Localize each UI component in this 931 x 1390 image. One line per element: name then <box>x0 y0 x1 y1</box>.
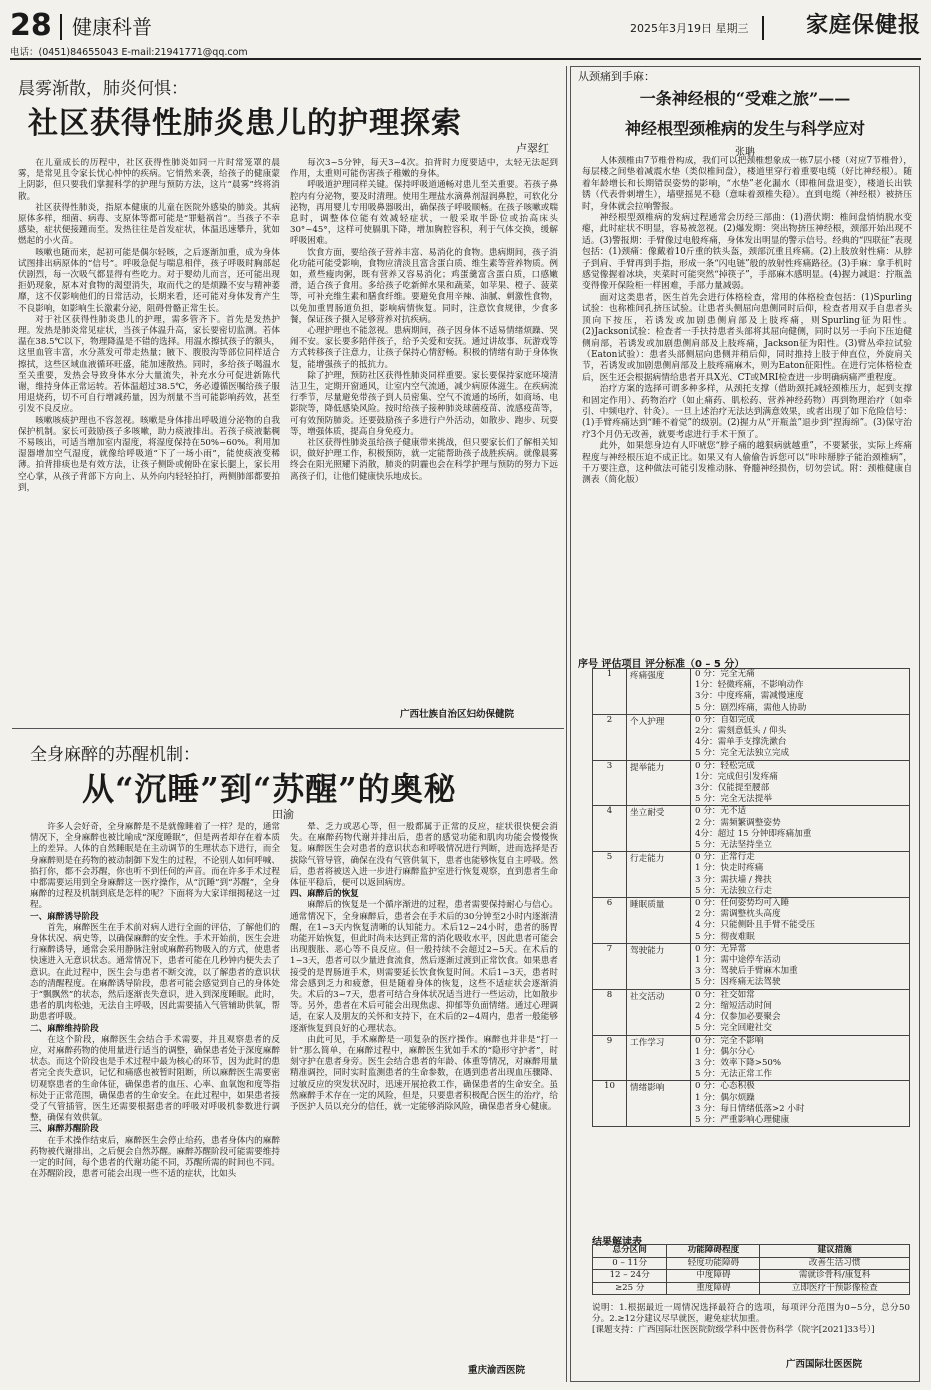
article1-kicker: 晨雾渐散，肺炎何惧： <box>18 79 188 99</box>
scale-level: 0 分：正常行走 <box>695 852 755 863</box>
paragraph: 咳嗽也随而来，起初可能是偶尔轻咳，之后逐渐加重，成为身体试图排出病原体的“信号”。呼吸急促与喘息相伴，孩子呼吸时胸部起伏剧烈，每一次吸气都显得有些吃力。对于婴幼儿而言，还可能出现拒奶现象，原本对食物的渴望消失，取而代之的是烦躁不安与精神萎靡，这不仅影响他们的日常活动，长期来看，还可能对身体发育产生不良影响，如影响生长激素分泌，阻碍骨骼正常生长。 <box>18 247 280 314</box>
scale-item-name: 社交活动 <box>627 989 691 1035</box>
scale-row <box>593 806 910 852</box>
scale-item-levels <box>691 852 910 898</box>
scale-item-name: 个人护理 <box>627 714 691 760</box>
paragraph: 除了护理，预防社区获得性肺炎同样重要。家长要保持家庭环境清洁卫生，定期开窗通风，让室内空气流通，减少病原体滋生。在疾病流行季节，尽量避免带孩子到人员密集、空气不流通的场所，如商场、电影院等，降低感染风险。按时给孩子接种肺炎球菌疫苗、流感疫苗等，可有效预防肺炎。还要鼓励孩子多进行户外活动，如散步、跑步、玩耍等，增强体质，提高自身免疫力。 <box>290 370 558 437</box>
scale-item-levels <box>691 943 910 989</box>
results-row <box>593 1270 910 1283</box>
paragraph: 此外，如果您身边有人吓唬您“脖子痛的越狠病就越重”，不要紧张，实际上疼痛程度与神经根压迫不成正比。如果又有人偷偷告诉您可以“咔咔掰脖子能治颈椎病”，千万要注意，这种做法可能引发椎动脉、脊髓神经损伤，切勿尝试。附：颈椎健康自测表（简化版） <box>582 441 912 486</box>
results-cell: 中度障碍 <box>667 1270 760 1283</box>
scale-item-name: 驾驶能力 <box>627 943 691 989</box>
paragraph: 对于社区获得性肺炎患儿的护理，需多管齐下。首先是发热护理。发热是肺炎常见症状，当孩子体温升高，家长要密切监测。若体温在38.5℃以下，物理降温是不错的选择。用温水擦拭孩子的额头，这里血管丰富，水分蒸发可带走热量；腋下、腹股沟等部位同样适合擦拭，这些区域血液循环旺盛，能加速散热。同时，多给孩子喝温水至关重要，发热会导致身体水分大量流失，补充水分可促进新陈代谢，维持身体正常运转。若体温超过38.5℃，务必遵循医嘱给孩子服用退烧药，切不可自行增减药量，因为剂量不当可能影响药效，甚至引发不良反应。 <box>18 314 280 415</box>
article3-kicker: 从颈痛到手麻： <box>578 70 655 83</box>
scale-level: 5 分：完全回避社交 <box>695 1023 772 1034</box>
results-cell: 重度障碍 <box>667 1282 760 1295</box>
article1-author: 卢翠红 <box>516 142 549 155</box>
results-header-cell: 功能障碍程度 <box>667 1245 760 1258</box>
scale-item-number: 8 <box>593 989 627 1035</box>
scale-table-header: 序号 评估项目 评分标准（0 – 5 分） <box>578 659 745 670</box>
section-heading: 一、麻醉诱导阶段 <box>30 911 99 922</box>
article2-kicker: 全身麻醉的苏醒机制： <box>30 745 200 765</box>
article2-column-1 <box>30 822 280 1388</box>
paragraph: 社区获得性肺炎，指原本健康的儿童在医院外感染的肺炎。其病原体多样，细菌、病毒、支原体等都可能是“罪魁祸首”。当孩子不幸感染，症状便接踵而至。发热往往是首发症状，体温迅速攀升，犹如燃起的小火苗。 <box>18 202 280 247</box>
scale-level: 2 分：需调整枕头高度 <box>695 909 781 920</box>
scale-level: 5 分：无法正常工作 <box>695 1069 772 1080</box>
scale-level: 0 分：任何姿势均可入睡 <box>695 898 790 909</box>
section-heading: 三、麻醉苏醒阶段 <box>30 1124 99 1135</box>
scale-level: 0 分：社交如常 <box>695 989 755 1000</box>
scale-level: 5 分：无法坚持坐立 <box>695 840 772 851</box>
paragraph: 在手术操作结束后，麻醉医生会停止给药，患者身体内的麻醉药物被代谢排出，之后便会自然苏醒。麻醉苏醒阶段可能需要维持一定的时间，每个患者的代谢功能不同，苏醒所需的时间也不同。在苏醒阶段，患者可能会出现一些不适的症状，比如头 <box>30 1135 280 1180</box>
results-cell: 改善生活习惯 <box>760 1257 910 1270</box>
results-row <box>593 1257 910 1270</box>
paragraph: 由此可见，手术麻醉是一项复杂的医疗操作。麻醉也并非是“打一针”那么简单，在麻醉过程中，麻醉医生犹如手术的“隐形守护者”，时刻守护在患者身旁。医生会结合患者的年龄、体重等情况，对麻醉用量精准调控，同时实时监测患者的生命参数，在遇到患者出现血压骤降、过敏反应的突发状况时，迅速开展抢救工作，确保患者的生命安全。虽然麻醉手术存在一定的风险，但是，只要患者积极配合医生的治疗，给予医护人员以充分的信任，就一定能够消除风险，确保患者身心健康。 <box>290 1034 558 1113</box>
scale-level: 0 分：无异常 <box>695 943 747 954</box>
scale-level: 5 分：因疼痛无法驾驶 <box>695 977 781 988</box>
vertical-divider <box>566 66 567 1382</box>
scale-item-name: 坐立耐受 <box>627 806 691 852</box>
scale-level: 3分：仅能提至腰部 <box>695 783 770 794</box>
scale-level: 3 分：效率下降>50% <box>695 1057 782 1068</box>
article1-organization: 广西壮族自治区妇幼保健院 <box>400 709 515 720</box>
scale-item-number: 5 <box>593 852 627 898</box>
neck-self-test-table <box>592 668 910 1127</box>
results-cell: 12 – 24分 <box>593 1270 667 1283</box>
section-name: 健康科普 <box>72 15 152 39</box>
scale-level: 2 分：缩短活动时间 <box>695 1000 772 1011</box>
article2-author: 田渝 <box>272 808 294 821</box>
scale-level: 4 分：只能侧卧且手臂不能受压 <box>695 920 815 931</box>
article3-title-line1: 一条神经根的“受难之旅”—— <box>639 89 851 108</box>
note-text: 说明：1.根据最近一周情况选择最符合的选项，每项评分范围为0~5分，总分50分。2.≥12分建议尽早就医，避免症状加重。 <box>592 1303 910 1325</box>
scale-item-levels <box>691 760 910 806</box>
scale-item-number: 2 <box>593 714 627 760</box>
scale-level: 1分：轻微疼痛，不影响动作 <box>695 680 804 691</box>
article2-title: 从“沉睡”到“苏醒”的奥秘 <box>82 770 457 808</box>
paragraph: 在儿童成长的历程中，社区获得性肺炎如同一片时常笼罩的晨雾，是常见且令家长忧心忡忡的疾病。它悄然来袭，给孩子的健康蒙上阴影，但只要我们掌握科学的护理与预防方法，这片“晨雾”终将消散。 <box>18 158 280 202</box>
scale-level: 1 分：需中途停车活动 <box>695 955 781 966</box>
article1-column-2 <box>290 158 558 682</box>
scale-level: 4分：超过 15 分钟即疼痛加重 <box>695 828 812 839</box>
scale-item-name: 行走能力 <box>627 852 691 898</box>
scale-level: 1 分：偶尔烦躁 <box>695 1092 755 1103</box>
paragraph: 饮食方面，要给孩子营养丰富、易消化的食物。患病期间，孩子消化功能可能受影响，食物应清淡且富含蛋白质、维生素等营养物质。例如，煮些瘦肉粥，既有营养又容易消化；鸡蛋羹富含蛋白质，口感嫩滑，适合孩子食用。多给孩子吃新鲜水果和蔬菜，如苹果、橙子、菠菜等，可补充维生素和膳食纤维。要避免食用辛辣、油腻、刺激性食物，以免加重胃肠道负担，影响病情恢复。同时，注意饮食规律，少食多餐，保证孩子摄入足够营养对抗疾病。 <box>290 247 558 325</box>
results-cell: 0 – 11分 <box>593 1257 667 1270</box>
scale-item-name: 提举能力 <box>627 760 691 806</box>
paragraph: 麻醉后的恢复是一个循序渐进的过程，患者需要保持耐心与信心。通常情况下，全身麻醉后，患者会在手术后的30分钟至2小时内逐渐清醒，在1~3天内恢复清晰的认知能力。术后12~24小时，患者的肠胃功能开始恢复，但此时尚未达到正常的消化吸收水平，因此患者可能会出现腹胀、恶心等不良反应。但一般持续不会超过2~5天。在术后的1~3天，患者可以少量进食流食，然后逐渐过渡到正常饮食。如果患者接受的是胃肠道手术，则需要延长饮食恢复时间。术后1~3天，患者时常会感到乏力和疲惫，但是随着身体的恢复，这些不适症状会逐渐消失。术后的3~7天，患者可结合身体状况适当进行一些运动，比如散步等。另外，患者在术后可能会出现焦虑、抑郁等负面情绪。通过心理调适，在家人及朋友的关怀和支持下，在术后的2~4周内，患者一般能够逐渐恢复到良好的心理状态。 <box>290 900 558 1034</box>
results-header-cell: 总分区间 <box>593 1245 667 1258</box>
scale-item-name: 疼痛强度 <box>627 669 691 715</box>
scale-row <box>593 669 910 715</box>
scale-item-levels <box>691 714 910 760</box>
scale-level: 0 分：完全无痛 <box>695 669 755 679</box>
paragraph: 治疗方案的选择可谓多种多样，从颈托支撑（借助颈托减轻颈椎压力，起到支撑和固定作用）、药物治疗（如止痛药、肌松药、营养神经药物）再到物理治疗（如牵引、中频电疗、针灸）。一旦上述治疗无法达到满意效果，或者出现了如下危险信号：(1)手臂疼痛达到“睡不着觉”的级别。(2)握力从“开瓶盖”退步到“捏海绵”。(3)保守治疗3个月仍无改善，就要考虑进行手术干预了。 <box>582 384 912 440</box>
scale-row <box>593 989 910 1035</box>
scale-item-name: 工作学习 <box>627 1035 691 1081</box>
scale-level: 1 分：偶尔分心 <box>695 1046 755 1057</box>
horizontal-divider <box>12 728 564 729</box>
scale-level: 3分：中度疼痛，需减慢速度 <box>695 691 804 702</box>
paragraph: 咳嗽咳痰护理也不容忽视。咳嗽是身体排出呼吸道分泌物的自我保护机制。家长可鼓励孩子多咳嗽，助力痰液排出。若孩子痰液黏稠不易咳出，可适当增加室内湿度，将湿度保持在50%~60%。利用加湿器增加空气湿度，就像给呼吸道“下了一场小雨”，能使痰液变稀薄。拍背排痰也是有效方法，让孩子侧卧或俯卧在家长腿上，家长用空心掌，从孩子背部下方向上、从外向内轻轻拍打，两侧肺部都要拍到， <box>18 415 280 493</box>
scale-item-levels <box>691 669 910 715</box>
section-heading: 二、麻醉维持阶段 <box>30 1023 99 1034</box>
scale-level: 2分：需刻意低头 / 仰头 <box>695 726 787 737</box>
results-cell: ≥25 分 <box>593 1282 667 1295</box>
scale-level: 0 分：心态积极 <box>695 1081 755 1092</box>
results-table-title: 结果解读表 <box>592 1237 642 1248</box>
scale-level: 5 分：严重影响心理健康 <box>695 1114 790 1125</box>
article3-title-line2: 神经根型颈椎病的发生与科学应对 <box>624 119 865 138</box>
paragraph: 晕、乏力或恶心等，但一般都属于正常的反应，症状很快便会消失。在麻醉药物代谢并排出后，患者的感觉功能和肌肉功能会慢慢恢复。麻醉医生会对患者的意识状态和呼吸情况进行判断，进而选择是否拔除气管导管，确保在没有气管供氧下，患者也能够恢复自主呼吸。然后，患者将被送入进一步进行麻醉监护室进行恢复观察，直到患者生命体征平稳后，便可以返回病房。 <box>290 822 558 889</box>
scale-level: 0 分：完全不影响 <box>695 1035 764 1046</box>
scale-level: 5 分：剧烈疼痛，需他人协助 <box>695 702 807 713</box>
results-header-row <box>593 1245 910 1258</box>
paragraph: 每次3~5分钟，每天3~4次。拍背时力度要适中，太轻无法起到作用，太重则可能伤害孩子稚嫩的身体。 <box>290 158 558 180</box>
scale-level: 5 分：完全无法独立完成 <box>695 748 790 759</box>
scale-row <box>593 714 910 760</box>
section-heading: 四、麻醉后的恢复 <box>290 889 359 900</box>
scale-level: 1分：完成但引发疼痛 <box>695 771 778 782</box>
masthead-divider-right <box>762 16 764 40</box>
scale-row <box>593 1035 910 1081</box>
scale-level: 5 分：完全无法提举 <box>695 794 772 805</box>
scale-level: 3 分：需扶墙 / 搀扶 <box>695 874 772 885</box>
scale-item-number: 1 <box>593 669 627 715</box>
scale-level: 2 分：需频繁调整姿势 <box>695 817 781 828</box>
masthead <box>10 8 921 48</box>
scale-item-number: 7 <box>593 943 627 989</box>
paragraph: 心理护理也不能忽视。患病期间，孩子因身体不适易情绪烦躁、哭闹不安。家长要多陪伴孩子，给予关爱和安抚。通过讲故事、玩游戏等方式转移孩子注意力，让孩子保持心情舒畅。积极的情绪有助于身体恢复，能增强孩子的抵抗力。 <box>290 326 558 370</box>
scale-item-number: 9 <box>593 1035 627 1081</box>
results-cell: 立即医疗干预影像检查 <box>760 1282 910 1295</box>
scale-level: 0 分：自如完成 <box>695 714 755 725</box>
scale-item-levels <box>691 1035 910 1081</box>
paragraph: 在这个阶段，麻醉医生会结合手术需要，并且观察患者的反应，对麻醉药物的使用量进行适当的调整，确保患者处于深度麻醉状态。而这个阶段也是手术过程中最为核心的环节，因为此时的患者完全丧失意识，记忆和痛感也被暂时阻断，所以麻醉医生需要密切观察患者的生命体征，确保患者的血压、心率、血氧饱和度等指标处于正常范围，确保患者的生命安全。在此过程中，如果患者接受了气管插管，医生还需要根据患者的呼吸对呼吸机参数进行调整，确保有效供氧。 <box>30 1034 280 1124</box>
paragraph: 呼吸道护理同样关键。保持呼吸道通畅对患儿至关重要。若孩子鼻腔内有分泌物，要及时清理。使用生理盐水滴鼻剂湿润鼻腔，可软化分泌物，再用婴儿专用吸鼻器吸出，确保孩子呼吸顺畅。在孩子咳嗽或喘息时，调整体位能有效减轻症状，一般采取半卧位或抬高床头30°~45°，这样可使膈肌下降，增加胸腔容积，利于气体交换，缓解呼吸困难。 <box>290 180 558 247</box>
scale-level: 4 分：仅参加必要聚会 <box>695 1012 781 1023</box>
scale-level: 0 分：轻松完成 <box>695 760 755 771</box>
issue-date: 2025年3月19日 星期三 <box>630 22 749 35</box>
contact-line: 电话：(0451)84655043 E-mail:21941771@qq.com <box>10 47 248 58</box>
scale-level: 3 分：每日情绪低落>2 小时 <box>695 1103 805 1114</box>
scale-level: 3 分：驾驶后手臂麻木加重 <box>695 966 798 977</box>
scale-row <box>593 943 910 989</box>
scale-row <box>593 852 910 898</box>
scale-row <box>593 760 910 806</box>
scale-item-name: 睡眠质量 <box>627 898 691 944</box>
article1-column-1 <box>18 158 280 724</box>
paper-name: 家庭保健报 <box>805 12 921 38</box>
scale-level: 1 分：快走时疼痛 <box>695 863 764 874</box>
scale-level: 5 分：彻夜难眠 <box>695 931 755 942</box>
scale-item-levels <box>691 806 910 852</box>
article3-author: 张聃 <box>735 147 755 158</box>
scale-row <box>593 1081 910 1127</box>
scale-item-number: 6 <box>593 898 627 944</box>
scale-item-number: 3 <box>593 760 627 806</box>
paragraph: 首先，麻醉医生在手术前对病人进行全面的评估，了解他们的身体状况、病史等，以确保麻醉的安全性。手术开始前，医生会进行麻醉诱导，通常会采用静脉注射或麻醉药物吸入的方式，使患者快速进入无意识状态。通常情况下，患者可能在几秒钟内便失去了意识。在此过程中，医生会与患者不断交流，以了解患者的意识状态的清醒程度。在麻醉诱导阶段，患者可能会感觉到自己的身体处于“飘飘然”的状态，然后逐渐丧失意识，进入到深度睡眠。此时，患者的肌肉松弛，无法自主呼吸，因此需要插入气管辅助供氧，帮助患者呼吸。 <box>30 922 280 1023</box>
article2-column-2 <box>290 822 558 1342</box>
scale-item-levels <box>691 989 910 1035</box>
paragraph: 许多人会好奇，全身麻醉是不是就像睡着了一样？是的，通常情况下，全身麻醉也被比喻成“深度睡眠”，但是两者却存在着本质上的差异。人体的自然睡眠是在主动调节的生理状态下进行，而全身麻醉则是在药物的被动制御下发生的过程，不论别人如何呼喊、掐打你，都不会苏醒，你也听不到任何的声音。而在许多手术过程中都需要运用到全身麻醉这一医疗操作，从“沉睡”到“苏醒”，全身麻醉的过程及机制到底是怎样的呢？下面将为大家详细揭秘这一过程。 <box>30 822 280 911</box>
masthead-divider <box>60 14 62 40</box>
paragraph: 人体颈椎由7节椎骨构成，我们可以把颈椎想象成一栋7层小楼（对应7节椎骨），每层楼之间垫着减震水垫（类似椎间盘），楼道里穿行着重要电缆（好比神经根）。随着年龄增长和长期错误姿势的影响，“水垫”老化漏水（即椎间盘退变），楼道长出铁锈（代表骨刺增生），墙壁摇晃不稳（意味着颈椎失稳）。直到电缆（神经根）被挤压时，身体就会拉响警报。 <box>582 156 912 212</box>
scale-level: 4分：需单手支撑洗漱台 <box>695 737 787 748</box>
scale-item-levels <box>691 898 910 944</box>
scale-level: 0 分：无不适 <box>695 806 747 817</box>
results-cell: 轻度功能障碍 <box>667 1257 760 1270</box>
scale-item-name: 情绪影响 <box>627 1081 691 1127</box>
results-cell: 需就诊骨科/康复科 <box>760 1270 910 1283</box>
scale-row <box>593 898 910 944</box>
results-row <box>593 1282 910 1295</box>
article2-organization: 重庆渝西医院 <box>468 1365 526 1376</box>
results-table <box>592 1244 910 1295</box>
article1-title: 社区获得性肺炎患儿的护理探索 <box>28 106 462 141</box>
scale-item-number: 4 <box>593 806 627 852</box>
masthead-rule <box>10 58 921 60</box>
results-header-cell: 建议措施 <box>760 1245 910 1258</box>
scale-item-number: 10 <box>593 1081 627 1127</box>
scale-item-levels <box>691 1081 910 1127</box>
paragraph: 社区获得性肺炎虽给孩子健康带来挑战，但只要家长们了解相关知识，做好护理工作，积极预防，就一定能帮助孩子战胜疾病。就像晨雾终会在阳光照耀下消散，肺炎的阴霾也会在科学护理与预防的努力下远离孩子们，让他们健康快乐地成长。 <box>290 438 558 482</box>
article3-note <box>592 1303 910 1337</box>
article3-organization: 广西国际壮医医院 <box>786 1359 863 1370</box>
page-number: 28 <box>10 8 52 43</box>
scale-level: 5 分：无法独立行走 <box>695 885 772 896</box>
paragraph: 面对这类患者，医生首先会进行体格检查，常用的体格检查包括：(1)Spurling试验：也称椎间孔挤压试验。让患者头侧屈向患侧同时后仰，检查者用双手自患者头顶向下按压，若诱发或加剧患侧肩部及上肢疼痛，则Spurling征为阳性。(2)Jackson试验：检查者一手扶持患者头部将其屈向健侧，同时以另一手向下压迫健侧肩部，若诱发或加剧患侧肩部及上肢疼痛，Jackson征为阳性。(3)臂丛牵拉试验（Eaton试验）：患者头部侧屈向患侧并稍后仰，同时推持上肢于伸直位，外旋肩关节，若诱发或加剧患侧肩部及上肢疼痛麻木，则为Eaton征阳性。在进行完体格检查后，医生还会根据病情给患者开具X光、CT或MRI检查进一步明确病痛严重程度。 <box>582 292 912 383</box>
paragraph: 神经根型颈椎病的发病过程通常会历经三部曲：(1)潜伏期：椎间盘悄悄脱水变瘪，此时症状不明显，容易被忽视。(2)爆发期：突出物挤压神经根，颈部开始出现不适。(3)警报期：手臂像过电般疼痛，身体发出明显的警示信号。经典的“四联征”表现包括：(1)颈痛：像戴着10斤重的铁头盔，颈部沉重且疼痛。(2)上肢放射性痛：从脖子到肩、手臂再到手指，形成一条“闪电链”般的放射性疼痛路径。(3)手麻：拿手机时感觉像握着冰块，夹菜时可能突然“掉筷子”，手部麻木感明显。(4)握力减退：拧瓶盖变得像开保险柜一样困难，手部力量减弱。 <box>582 213 912 292</box>
article3-body <box>582 156 912 656</box>
project-support: [课题支持：广西国际壮医医院院级学科中医骨伤科学（院字[2021]33号）] <box>592 1325 875 1336</box>
